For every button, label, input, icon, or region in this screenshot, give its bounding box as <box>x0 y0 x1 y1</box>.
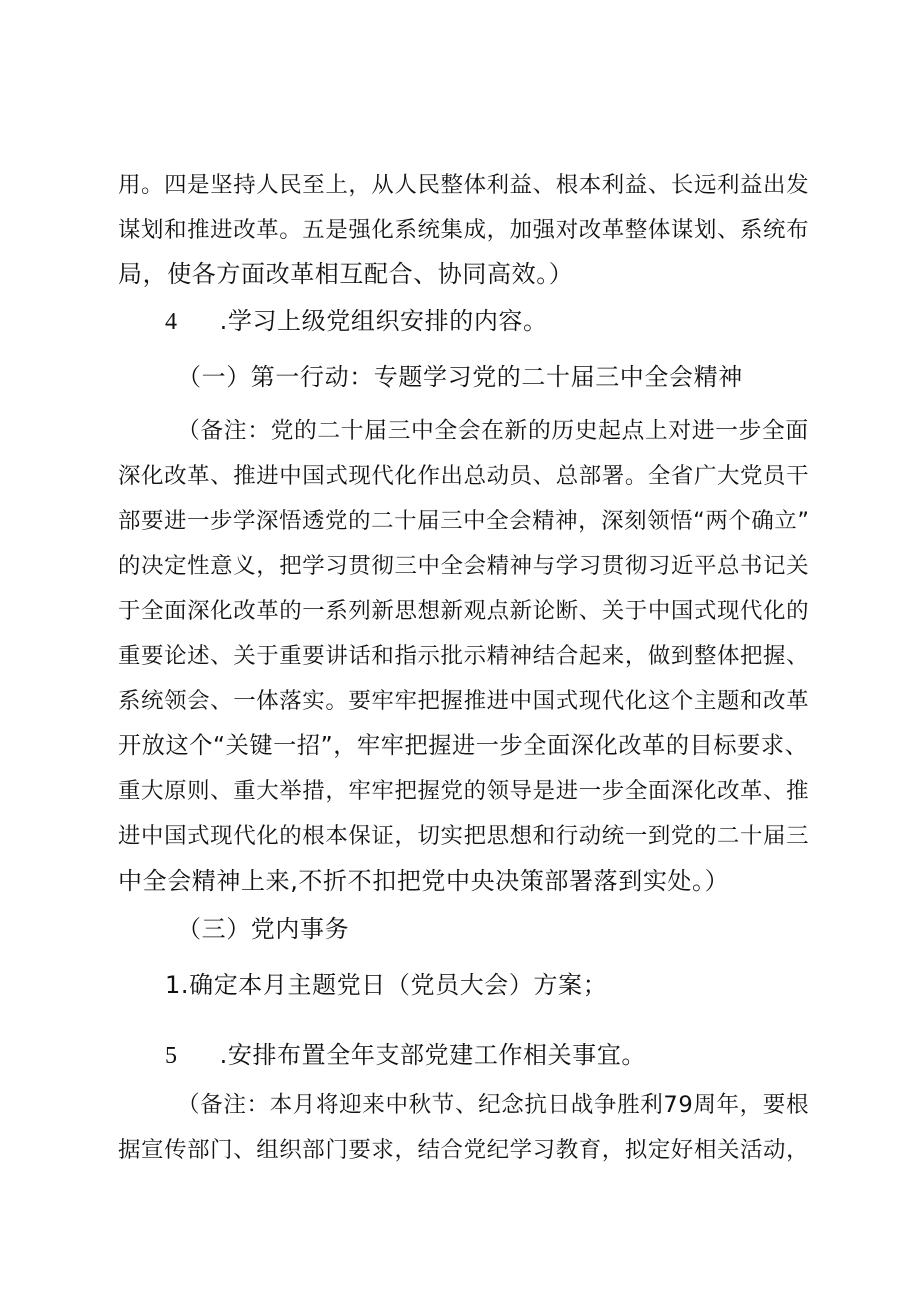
numbered-item-5 <box>165 1040 646 1071</box>
section-heading-1: （一）第一行动：专题学习党的二十届三中全会精神 <box>177 363 743 391</box>
note-line: 系统领会、一体落实。要牢牢把握推进中国式现代化这个主题和改革 <box>118 688 810 714</box>
paragraph-line: 用。四是坚持人民至上，从人民整体利益、根本利益、长远利益出发 <box>118 172 810 198</box>
note-line: 进中国式现代化的根本保证，切实把思想和行动统一到党的二十届三 <box>118 823 810 849</box>
list-item-1: 1.确定本月主题党日（党员大会）方案； <box>165 971 608 999</box>
note-line: 的决定性意义，把学习贯彻三中全会精神与学习贯彻习近平总书记关 <box>118 553 810 579</box>
paragraph-line: 局，使各方面改革相互配合、协同高效。） <box>118 260 574 288</box>
note-line: 开放这个“关键一招”，牢牢把握进一步全面深化改革的目标要求、 <box>118 733 809 759</box>
note-line: 重要论述、关于重要讲话和指示批示精神结合起来，做到整体把握、 <box>118 643 810 669</box>
item-text: .安排布置全年支部党建工作相关事宜。 <box>219 1041 647 1069</box>
note-line: 深化改革、推进中国式现代化作出总动员、总部署。全省广大党员干 <box>118 463 810 489</box>
note-line: 于全面深化改革的一系列新思想新观点新论断、关于中国式现代化的 <box>118 598 810 624</box>
paragraph-line: 谋划和推进改革。五是强化系统集成，加强对改革整体谋划、系统布 <box>118 217 810 243</box>
note-line: （备注：本月将迎来中秋节、纪念抗日战争胜利79周年，要根 <box>177 1092 810 1118</box>
item-number: 4 <box>165 309 178 335</box>
note-line: 据宣传部门、组织部门要求，结合党纪学习教育，拟定好相关活动， <box>118 1137 810 1163</box>
section-heading-3: （三）党内事务 <box>177 915 350 943</box>
numbered-item-4 <box>165 306 548 337</box>
note-line: （备注：党的二十届三中全会在新的历史起点上对进一步全面 <box>177 418 809 444</box>
note-line: 重大原则、重大举措，牢牢把握党的领导是进一步全面深化改革、推 <box>118 778 810 804</box>
note-line: 部要进一步学深悟透党的二十届三中全会精神，深刻领悟“两个确立” <box>118 508 810 534</box>
item-text: .学习上级党组织安排的内容。 <box>219 307 548 335</box>
item-number: 5 <box>165 1043 178 1069</box>
note-line: 中全会精神上来,不折不扣把党中央决策部署落到实处。） <box>118 867 730 895</box>
